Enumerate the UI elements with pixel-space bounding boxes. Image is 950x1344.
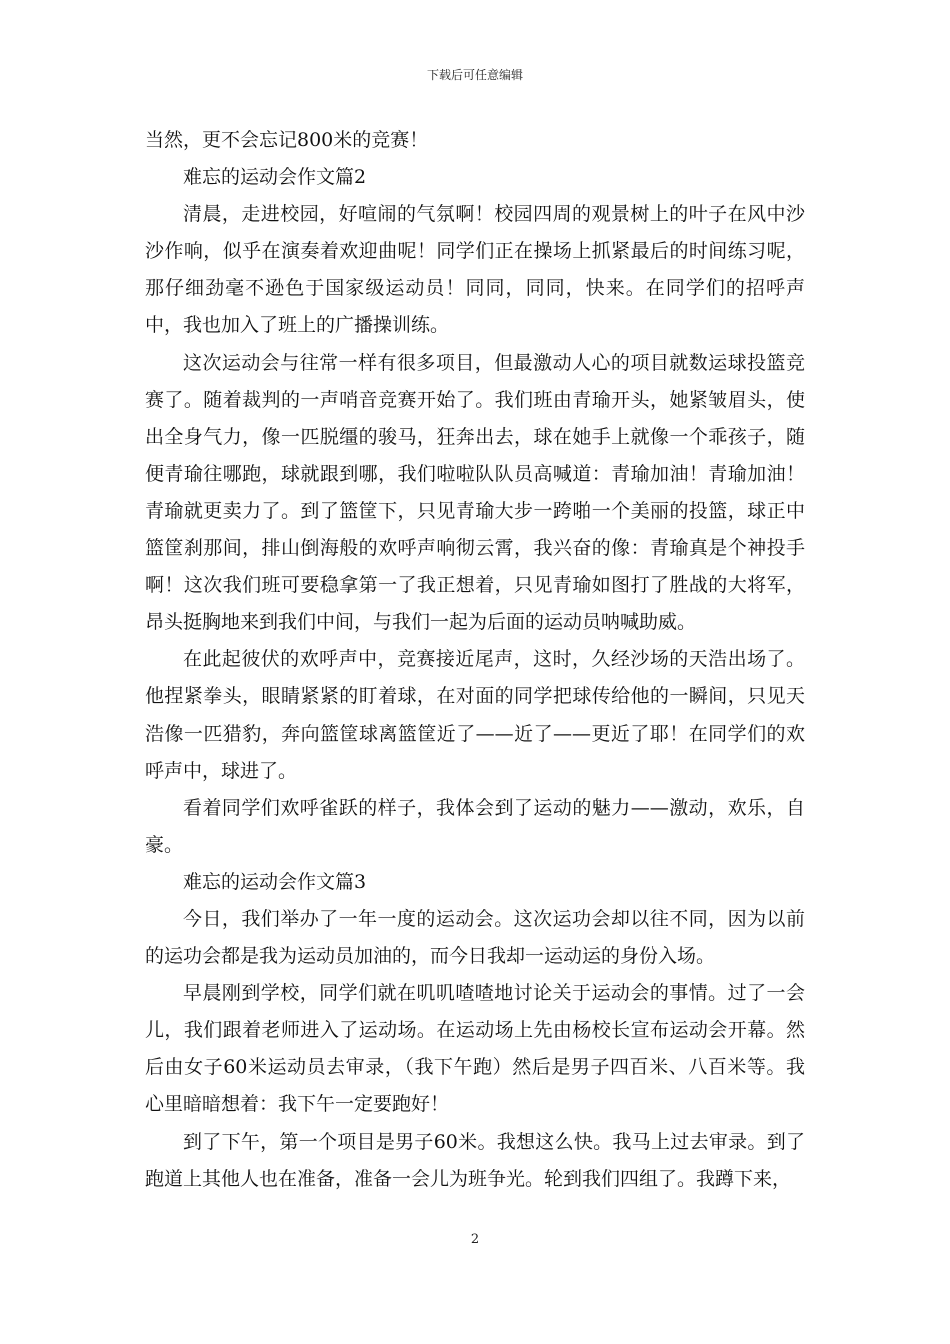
essay-title-3: 难忘的运动会作文篇3	[183, 870, 367, 893]
paragraph: 到了下午，第一个项目是男子60米。我想这么快。我马上过去审录。到了跑道上其他人也在准备，准备一会儿为班争光。轮到我们四组了。我蹲下来，	[145, 1130, 805, 1190]
page-number: 2	[470, 1232, 480, 1247]
paragraph: 在此起彼伏的欢呼声中，竞赛接近尾声，这时，久经沙场的天浩出场了。他捏紧拳头，眼睛紧紧的盯着球，在对面的同学把球传给他的一瞬间，只见天浩像一匹猎豹，奔向篮筐球离篮筐近了——近了——更近了耶！在同学们的欢呼声中，球进了。	[145, 648, 805, 782]
paragraph: 早晨刚到学校，同学们就在叽叽喳喳地讨论关于运动会的事情。过了一会儿，我们跟着老师进入了运动场。在运动场上先由杨校长宣布运动会开幕。然后由女子60米运动员去审录，（我下午跑）然后是男子四百米、八百米等。我心里暗暗想着：我下午一定要跑好！	[145, 982, 805, 1116]
essay-title-2: 难忘的运动会作文篇2	[183, 166, 367, 189]
paragraph-closing: 当然，更不会忘记800米的竞赛！	[145, 129, 429, 151]
page-header: 下载后可任意编辑	[426, 68, 523, 82]
paragraph: 这次运动会与往常一样有很多项目，但最激动人心的项目就数运球投篮竞赛了。随着裁判的一声哨音竞赛开始了。我们班由青瑜开头，她紧皱眉头，使出全身气力，像一匹脱缰的骏马，狂奔出去，球在她手上就像一个乖孩子，随便青瑜往哪跑，球就跟到哪，我们啦啦队队员高喊道：青瑜加油！青瑜加油！青瑜就更卖力了。到了篮筐下，只见青瑜大步一跨啪一个美丽的投篮，球正中篮筐刹那间，排山倒海般的欢呼声响彻云霄，我兴奋的像：青瑜真是个神投手啊！这次我们班可要稳拿第一了我正想着，只见青瑜如图打了胜战的大将军，昂头挺胸地来到我们中间，与我们一起为后面的运动员呐喊助威。	[145, 351, 805, 634]
document-body	[145, 122, 805, 1198]
paragraph: 今日，我们举办了一年一度的运动会。这次运功会却以往不同，因为以前的运功会都是我为运动员加油的，而今日我却一运动运的身份入场。	[145, 907, 805, 968]
paragraph: 清晨，走进校园，好喧闹的气氛啊！校园四周的观景树上的叶子在风中沙沙作响，似乎在演奏着欢迎曲呢！同学们正在操场上抓紧最后的时间练习呢，那仔细劲毫不逊色于国家级运动员！同同，同同，快来。在同学们的招呼声中，我也加入了班上的广播操训练。	[145, 203, 805, 337]
paragraph: 看着同学们欢呼雀跃的样子，我体会到了运动的魅力——激动，欢乐，自豪。	[145, 796, 805, 856]
